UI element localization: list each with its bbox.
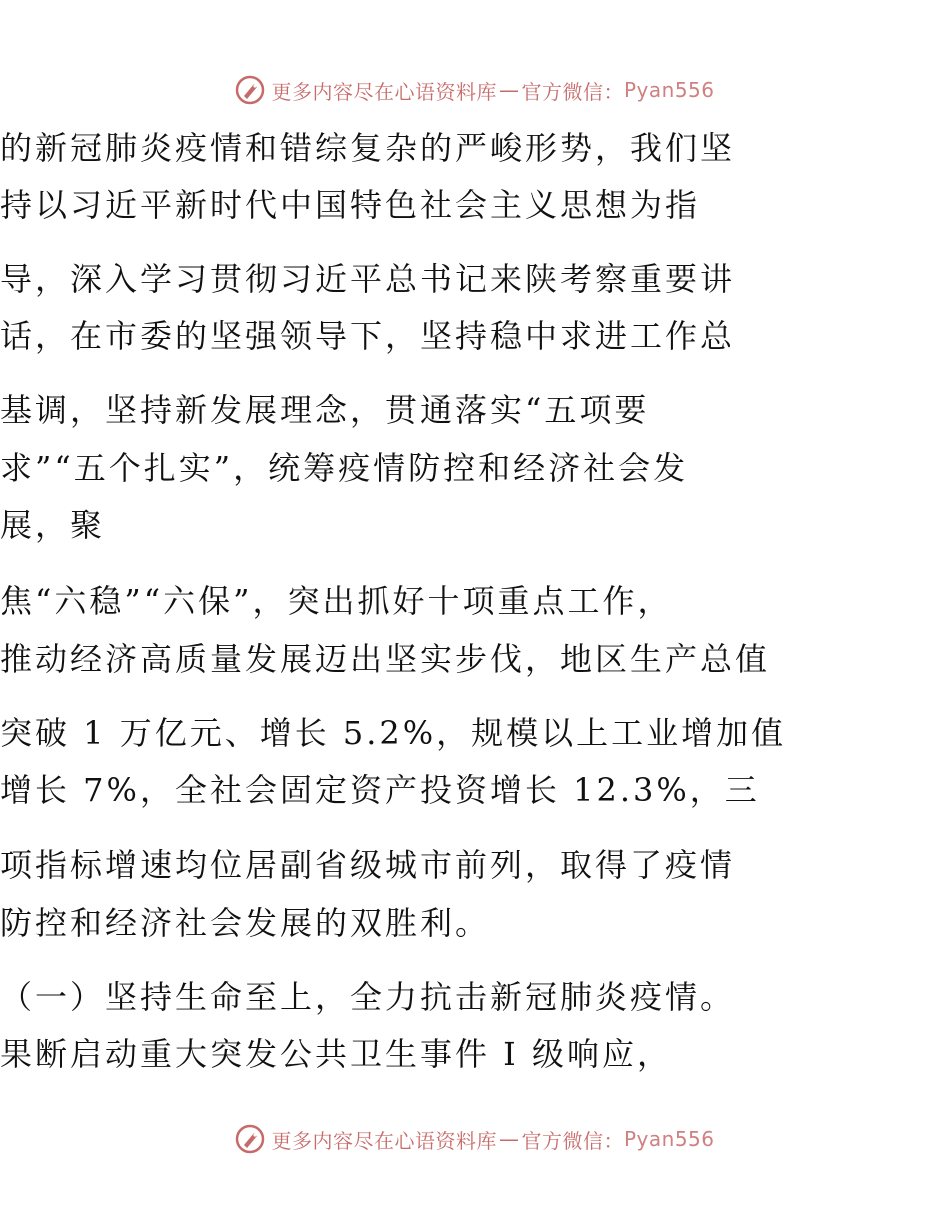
text-line: 推动经济高质量发展迈出坚实步伐，地区生产总值 xyxy=(0,640,771,678)
text-line: 的新冠肺炎疫情和错综复杂的严峻形势，我们坚 xyxy=(0,129,736,167)
text-line: 增长 7%，全社会固定资产投资增长 12.3%，三 xyxy=(0,771,760,809)
watermark-header xyxy=(0,70,950,110)
text-line: 基调，坚持新发展理念，贯通落实“五项要 xyxy=(0,391,650,429)
watermark-text: 更多内容尽在心语资料库 xyxy=(271,1128,497,1153)
text-line: 果断启动重大突发公共卫生事件 I 级响应， xyxy=(0,1035,672,1073)
watermark-separator: — xyxy=(498,78,520,102)
pen-nib-icon xyxy=(235,75,265,105)
section-heading: （一）坚持生命至上，全力抗击新冠肺炎疫情。 xyxy=(0,978,736,1016)
watermark-footer xyxy=(0,1119,950,1159)
pen-nib-icon xyxy=(235,1124,265,1154)
text-line: 突破 1 万亿元、增长 5.2%，规模以上工业增加值 xyxy=(0,714,787,752)
watermark-label: 官方微信： xyxy=(521,1128,624,1153)
text-line: 防控和经济社会发展的双胜利。 xyxy=(0,904,491,942)
text-line: 导，深入学习贯彻习近平总书记来陕考察重要讲 xyxy=(0,260,736,298)
text-line: 持以习近平新时代中国特色社会主义思想为指 xyxy=(0,186,701,224)
text-line: 求”“五个扎实”，统筹疫情防控和经济社会发 xyxy=(0,449,689,487)
watermark-label: 官方微信： xyxy=(521,79,624,104)
text-line: 话，在市委的坚强领导下，坚持稳中求进工作总 xyxy=(0,317,736,355)
text-line: 项指标增速均位居副省级城市前列，取得了疫情 xyxy=(0,846,736,884)
watermark-wechat-id: Pyan556 xyxy=(623,78,715,102)
watermark-wechat-id: Pyan556 xyxy=(623,1127,715,1151)
text-line: 展，聚 xyxy=(0,506,106,544)
watermark-separator: — xyxy=(498,1127,520,1151)
watermark-text: 更多内容尽在心语资料库 xyxy=(271,79,497,104)
text-line: 焦“六稳”“六保”，突出抓好十项重点工作， xyxy=(0,582,673,620)
